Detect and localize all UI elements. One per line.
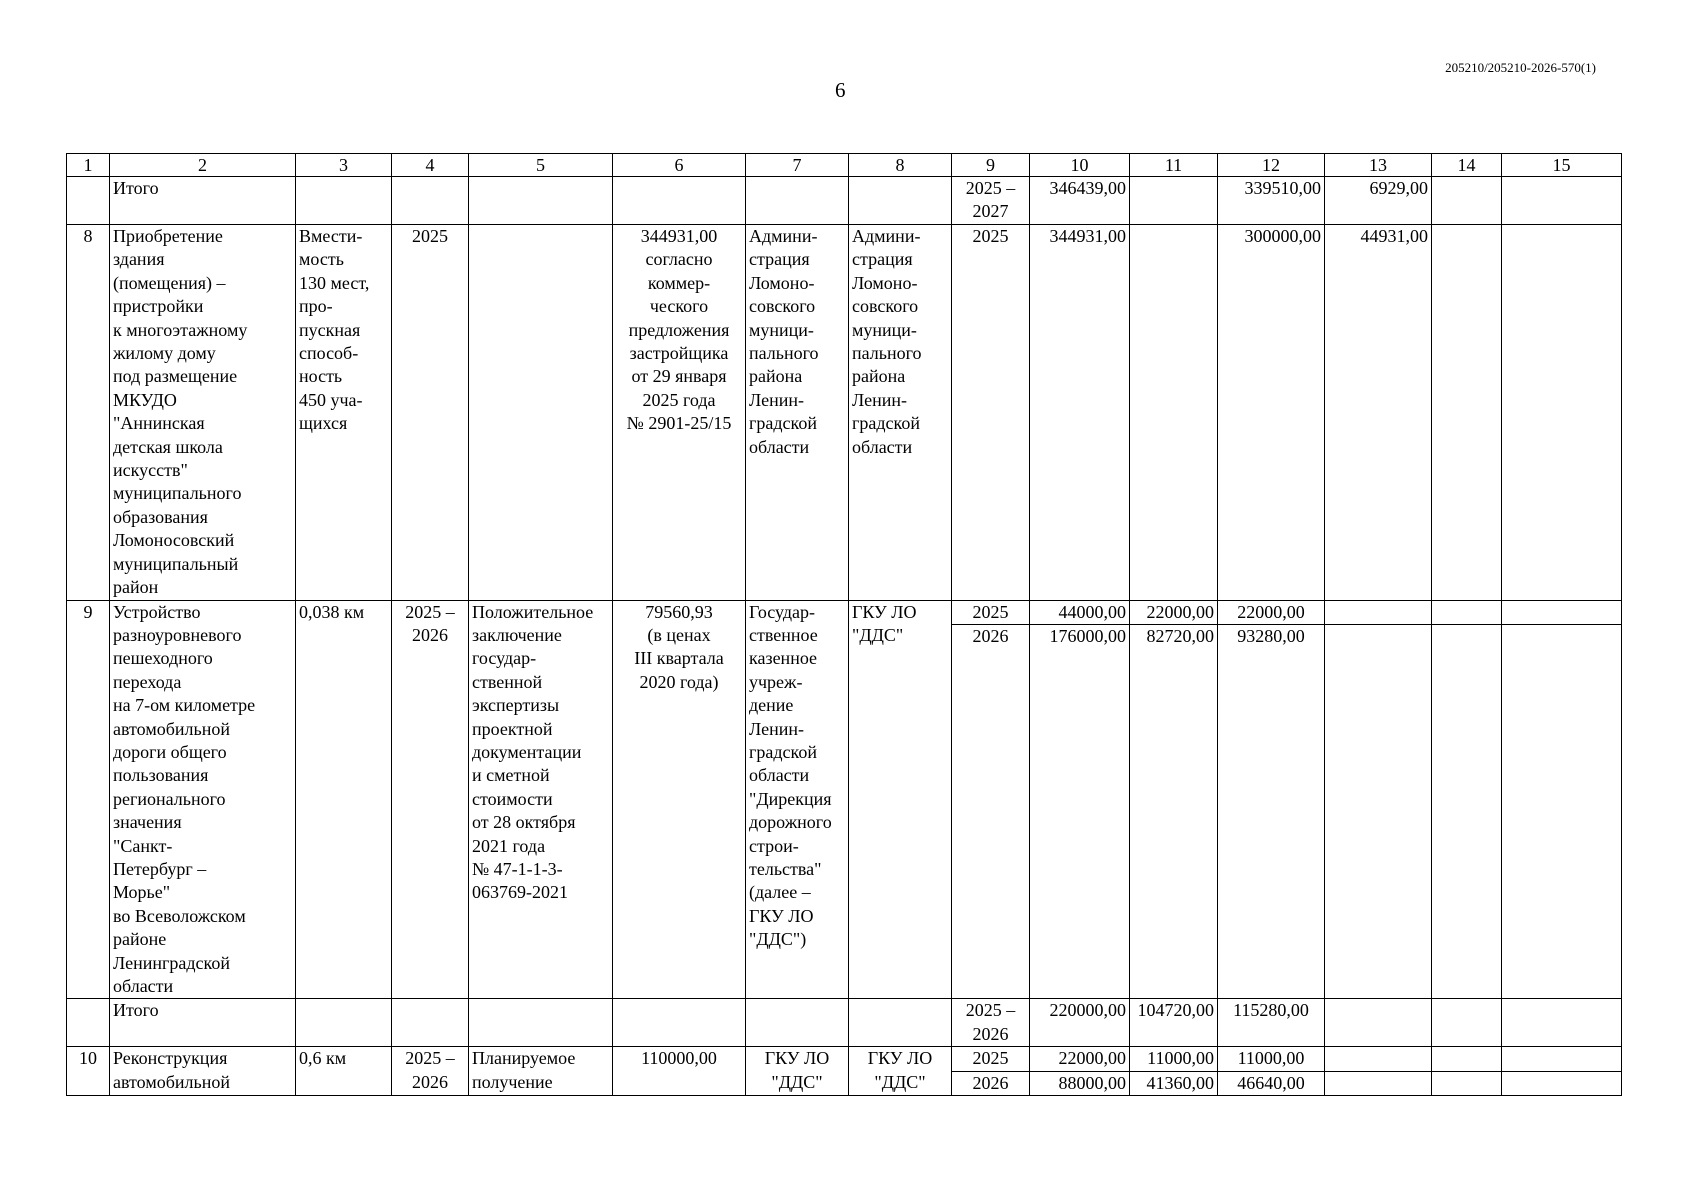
object-executor: ГКУ ЛО "ДДС" xyxy=(849,600,952,999)
object-expertise: Планируемое получение xyxy=(469,1047,613,1096)
object-period: 2025 – 2026 xyxy=(392,600,469,999)
total-col10: 220000,00 xyxy=(1030,999,1130,1047)
col12-value: 22000,00 xyxy=(1218,600,1325,624)
object-executor: Админи- страция Ломоно- совского муници- пального района Ленин- градской области xyxy=(849,225,952,601)
year: 2025 xyxy=(952,225,1030,601)
col12-value: 11000,00 xyxy=(1218,1047,1325,1071)
total-col12: 115280,00 xyxy=(1218,999,1325,1047)
col11-value: 41360,00 xyxy=(1130,1071,1218,1095)
table-row xyxy=(67,1047,1622,1071)
object-name: Реконструкция автомобильной xyxy=(110,1047,296,1096)
object-cost: 110000,00 xyxy=(613,1047,746,1096)
col10-value: 44000,00 xyxy=(1030,600,1130,624)
col12-value: 300000,00 xyxy=(1218,225,1325,601)
col-header: 2 xyxy=(110,154,296,177)
investment-objects-table xyxy=(66,153,1622,1096)
col-header: 12 xyxy=(1218,154,1325,177)
year: 2025 xyxy=(952,600,1030,624)
object-cost: 344931,00 согласно коммер- ческого предложения застройщика от 29 января 2025 года № 2901-25/15 xyxy=(613,225,746,601)
col10-value: 176000,00 xyxy=(1030,624,1130,998)
col-header: 15 xyxy=(1502,154,1622,177)
object-customer: Админи- страция Ломоно- совского муници- пального района Ленин- градской области xyxy=(746,225,849,601)
row-number: 9 xyxy=(67,600,110,999)
total-label: Итого xyxy=(110,177,296,225)
year: 2025 xyxy=(952,1047,1030,1071)
object-customer: Государ- ственное казенное учреж- дение Ленин- градской области "Дирекция дорожного строи- тельства" (далее – ГКУ ЛО "ДДС") xyxy=(746,600,849,999)
total-row xyxy=(67,999,1622,1047)
col-header: 14 xyxy=(1432,154,1502,177)
object-period: 2025 – 2026 xyxy=(392,1047,469,1096)
object-customer: ГКУ ЛО "ДДС" xyxy=(746,1047,849,1096)
object-executor: ГКУ ЛО "ДДС" xyxy=(849,1047,952,1096)
col11-value: 11000,00 xyxy=(1130,1047,1218,1071)
object-capacity: Вмести- мость 130 мест, про- пускная способ- ность 450 уча- щихся xyxy=(296,225,392,601)
object-capacity: 0,038 км xyxy=(296,600,392,999)
total-col10: 346439,00 xyxy=(1030,177,1130,225)
col11-value: 22000,00 xyxy=(1130,600,1218,624)
total-col12: 339510,00 xyxy=(1218,177,1325,225)
object-name: Устройство разноуровневого пешеходного перехода на 7-ом километре автомобильной дороги общего пользования регионального значения "Санкт- Петербург – Морье" во Всеволожском районе Ленинградской области xyxy=(110,600,296,999)
year: 2026 xyxy=(952,1071,1030,1095)
col10-value: 344931,00 xyxy=(1030,225,1130,601)
column-number-row xyxy=(67,154,1622,177)
col10-value: 88000,00 xyxy=(1030,1071,1130,1095)
object-expertise: Положительное заключение государ- ственной экспертизы проектной документации и сметной стоимости от 28 октября 2021 года № 47-1-1-3- 063769-2021 xyxy=(469,600,613,999)
total-col13: 6929,00 xyxy=(1325,177,1432,225)
total-label: Итого xyxy=(110,999,296,1047)
row-number: 10 xyxy=(67,1047,110,1096)
table-row xyxy=(67,600,1622,624)
col-header: 9 xyxy=(952,154,1030,177)
col-header: 6 xyxy=(613,154,746,177)
object-name: Приобретение здания (помещения) – пристройки к многоэтажному жилому дому под размещение МКУДО "Аннинская детская школа искусств" муниципального образования Ломоносовский муниципальный район xyxy=(110,225,296,601)
year: 2026 xyxy=(952,624,1030,998)
table-row xyxy=(67,225,1622,601)
col10-value: 22000,00 xyxy=(1030,1047,1130,1071)
row-number: 8 xyxy=(67,225,110,601)
total-years: 2025 – 2027 xyxy=(952,177,1030,225)
col12-value: 46640,00 xyxy=(1218,1071,1325,1095)
total-years: 2025 – 2026 xyxy=(952,999,1030,1047)
total-row xyxy=(67,177,1622,225)
col-header: 5 xyxy=(469,154,613,177)
col12-value: 93280,00 xyxy=(1218,624,1325,998)
col-header: 7 xyxy=(746,154,849,177)
object-period: 2025 xyxy=(392,225,469,601)
col13-value: 44931,00 xyxy=(1325,225,1432,601)
col-header: 10 xyxy=(1030,154,1130,177)
col-header: 3 xyxy=(296,154,392,177)
col-header: 1 xyxy=(67,154,110,177)
col-header: 13 xyxy=(1325,154,1432,177)
document-id: 205210/205210-2026-570(1) xyxy=(1445,60,1596,75)
page-number: 6 xyxy=(835,78,846,102)
col-header: 11 xyxy=(1130,154,1218,177)
col-header: 8 xyxy=(849,154,952,177)
col11-value: 82720,00 xyxy=(1130,624,1218,998)
object-cost: 79560,93 (в ценах III квартала 2020 года) xyxy=(613,600,746,999)
object-capacity: 0,6 км xyxy=(296,1047,392,1096)
col-header: 4 xyxy=(392,154,469,177)
total-col11: 104720,00 xyxy=(1130,999,1218,1047)
